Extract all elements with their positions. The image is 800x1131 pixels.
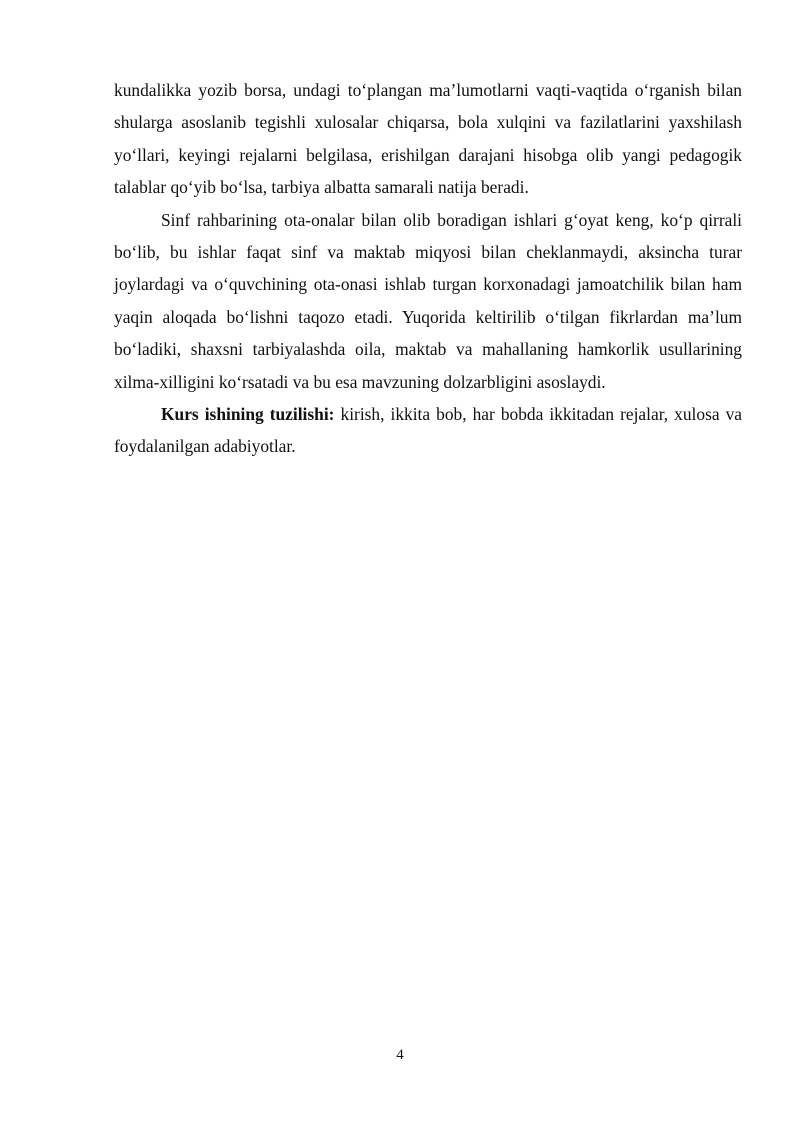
paragraph-text: kirish, ikkita bob, har bobda ikkitadan rejalar, xulosa va foydalanilgan adabiyotlar. xyxy=(114,404,743,457)
paragraph-course-structure xyxy=(114,398,742,463)
paragraph-lead: Kurs ishining tuzilishi: xyxy=(161,404,335,425)
paragraph-text: Sinf rahbarining ota-onalar bilan olib boradigan ishlari g‘oyat keng, ko‘p qirrali bo‘lib, bu ishlar faqat sinf va maktab miqyosi bilan cheklanmaydi, aksincha turar joylardagi va o‘quvchining ota-onasi ishlab turgan korxonadagi jamoatchilik bilan ham yaqin aloqada bo‘lishni taqozo etadi. Yuqorida keltirilib o‘tilgan fikrlardan ma’lum bo‘ladiki, shaxsni tarbiyalashda oila, maktab va mahallaning hamkorlik usullarining xilma-xilligini ko‘rsatadi va bu esa mavzuning dolzarbligini asoslaydi. xyxy=(114,209,742,392)
paragraph-text: kundalikka yozib borsa, undagi to‘plangan ma’lumotlarni vaqti-vaqtida o‘rganish bilan shularga asoslanib tegishli xulosalar chiqarsa, bola xulqini va fazilatlarini yaxshilash yo‘llari, keyingi rejalarni belgilasa, erishilgan darajani hisobga olib yangi pedagogik talablar qo‘yib bo‘lsa, tarbiya albatta samarali natija beradi. xyxy=(114,80,742,198)
page-number: 4 xyxy=(396,1047,404,1063)
body-text xyxy=(114,74,742,463)
paragraph-parent-cooperation xyxy=(114,204,742,398)
paragraph-continuation xyxy=(114,74,742,204)
